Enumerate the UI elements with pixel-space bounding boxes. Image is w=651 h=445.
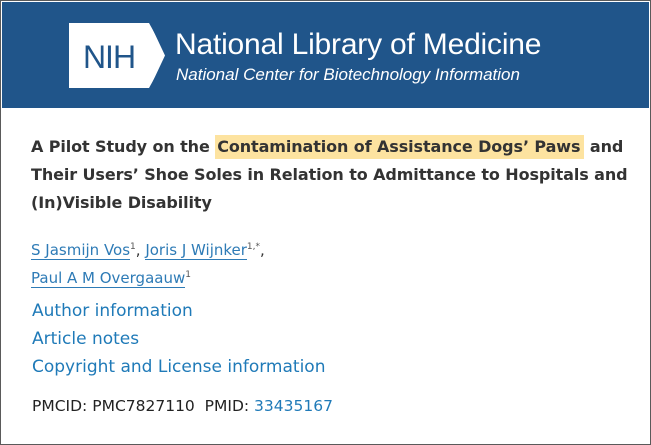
nlm-banner[interactable] bbox=[2, 2, 649, 108]
nih-logo-text: NIH bbox=[82, 39, 136, 75]
author-link[interactable]: Joris J Wijnker bbox=[145, 241, 247, 259]
author-affiliation-sup: 1,* bbox=[246, 242, 261, 252]
article-header bbox=[31, 133, 631, 217]
pmid-link[interactable]: 33435167 bbox=[254, 397, 333, 415]
author-affiliation-sup: 1 bbox=[130, 242, 136, 252]
article-identifiers bbox=[32, 393, 333, 419]
author-link[interactable]: Paul A M Overgaauw bbox=[31, 269, 186, 287]
article-title-highlight: Contamination of Assistance Dogs’ Paws bbox=[215, 135, 584, 159]
author-separator: , bbox=[260, 241, 265, 259]
library-title: National Library of Medicine bbox=[175, 28, 542, 61]
pmcid-label: PMCID: bbox=[32, 397, 88, 415]
article-title bbox=[31, 133, 631, 217]
article-title-prefix: A Pilot Study on the bbox=[31, 137, 216, 156]
article-info-links bbox=[32, 297, 325, 381]
article-notes-link[interactable]: Article notes bbox=[32, 329, 140, 349]
author-link[interactable]: S Jasmijn Vos bbox=[31, 241, 131, 259]
author-separator: , bbox=[135, 241, 146, 259]
author-list bbox=[31, 236, 631, 292]
author-information-link[interactable]: Author information bbox=[32, 301, 193, 321]
pmcid-value: PMC7827110 bbox=[92, 397, 195, 415]
pmid-label: PMID: bbox=[204, 397, 250, 415]
nih-logo-icon bbox=[69, 23, 167, 88]
library-subtitle: National Center for Biotechnology Information bbox=[176, 65, 520, 84]
copyright-license-link[interactable]: Copyright and License information bbox=[32, 357, 326, 377]
author-affiliation-sup: 1 bbox=[185, 270, 191, 280]
article-title-rest: and Their Users’ Shoe Soles in Relation to Admittance to Hospitals and (In)Visible Disability bbox=[31, 137, 628, 212]
